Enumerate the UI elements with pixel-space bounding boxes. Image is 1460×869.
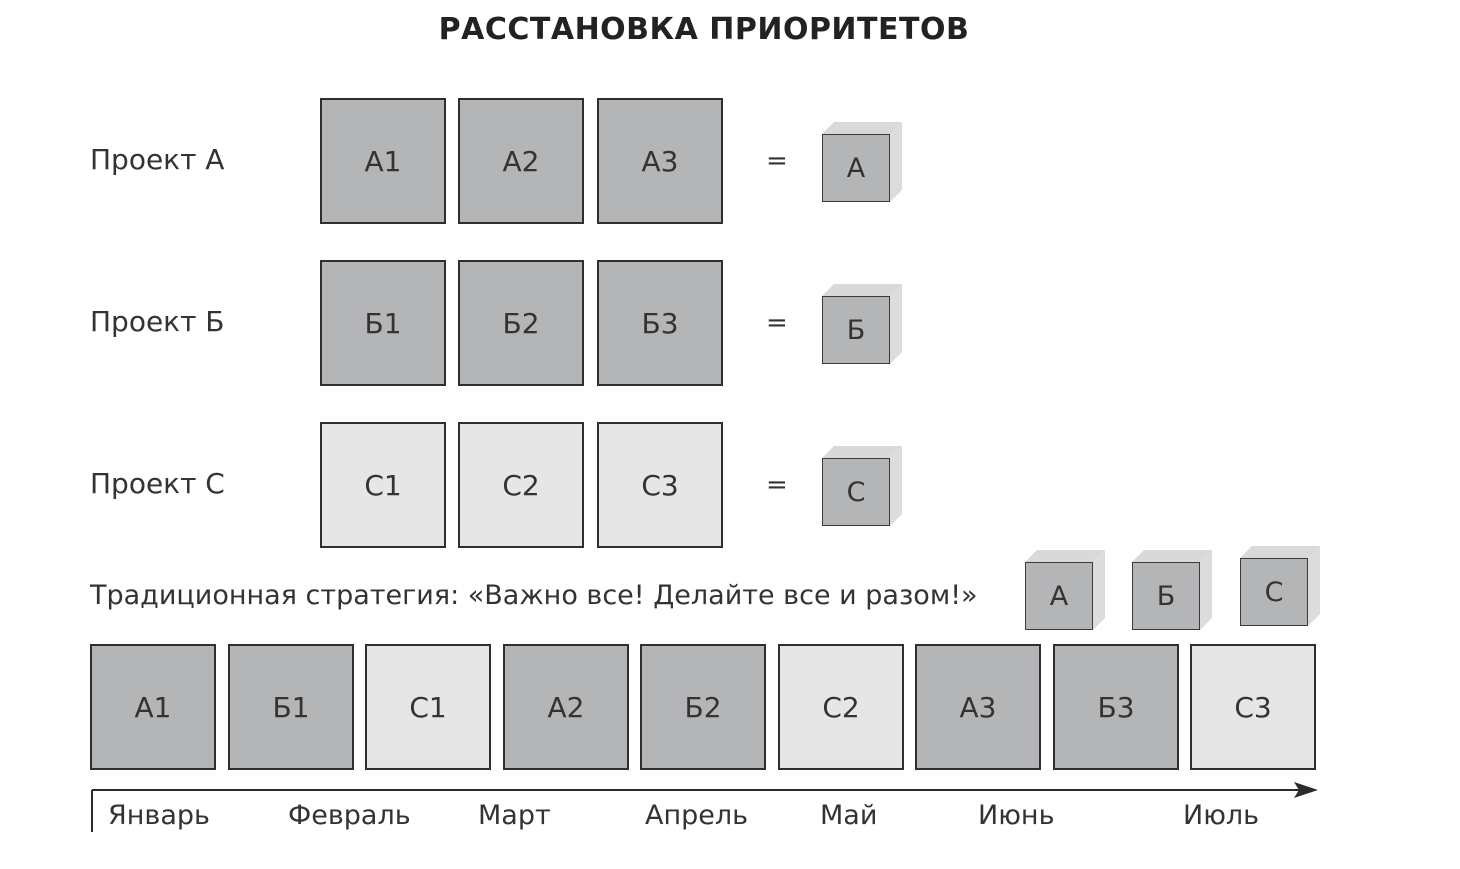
equals-sign-c: = (766, 470, 788, 500)
project-c-label: Проект С (90, 467, 225, 500)
strategy-cube-a: А (1025, 550, 1105, 630)
month-label: Июль (1183, 800, 1260, 831)
month-label: Март (478, 800, 551, 831)
month-label: Май (820, 800, 878, 831)
strategy-caption: Традиционная стратегия: «Важно все! Делайте все и разом!» (90, 580, 978, 611)
timeline-tile: Б1 (228, 644, 354, 770)
equals-sign-a: = (766, 146, 788, 176)
tile-c2: С2 (458, 422, 584, 548)
diagram-title: РАССТАНОВКА ПРИОРИТЕТОВ (438, 12, 970, 47)
cube-c: С (822, 446, 902, 526)
month-label: Апрель (645, 800, 749, 831)
strategy-cube-c: С (1240, 546, 1320, 626)
timeline-tile: Б3 (1053, 644, 1179, 770)
tile-a1: А1 (320, 98, 446, 224)
project-a-label: Проект А (90, 143, 225, 176)
month-label: Февраль (288, 800, 411, 831)
timeline-tile: Б2 (640, 644, 766, 770)
strategy-cube-b: Б (1132, 550, 1212, 630)
timeline-tile: С3 (1190, 644, 1316, 770)
timeline-tile: С2 (778, 644, 904, 770)
tile-c1: С1 (320, 422, 446, 548)
equals-sign-b: = (766, 308, 788, 338)
cube-a: А (822, 122, 902, 202)
timeline-tile: А3 (915, 644, 1041, 770)
tile-a3: А3 (597, 98, 723, 224)
month-label: Июнь (978, 800, 1055, 831)
month-label: Январь (108, 800, 210, 831)
tile-b2: Б2 (458, 260, 584, 386)
tile-b1: Б1 (320, 260, 446, 386)
project-b-label: Проект Б (90, 305, 225, 338)
tile-a2: А2 (458, 98, 584, 224)
cube-b: Б (822, 284, 902, 364)
tile-c3: С3 (597, 422, 723, 548)
timeline-tile: А2 (503, 644, 629, 770)
tile-b3: Б3 (597, 260, 723, 386)
timeline-tile: С1 (365, 644, 491, 770)
timeline-tile: А1 (90, 644, 216, 770)
